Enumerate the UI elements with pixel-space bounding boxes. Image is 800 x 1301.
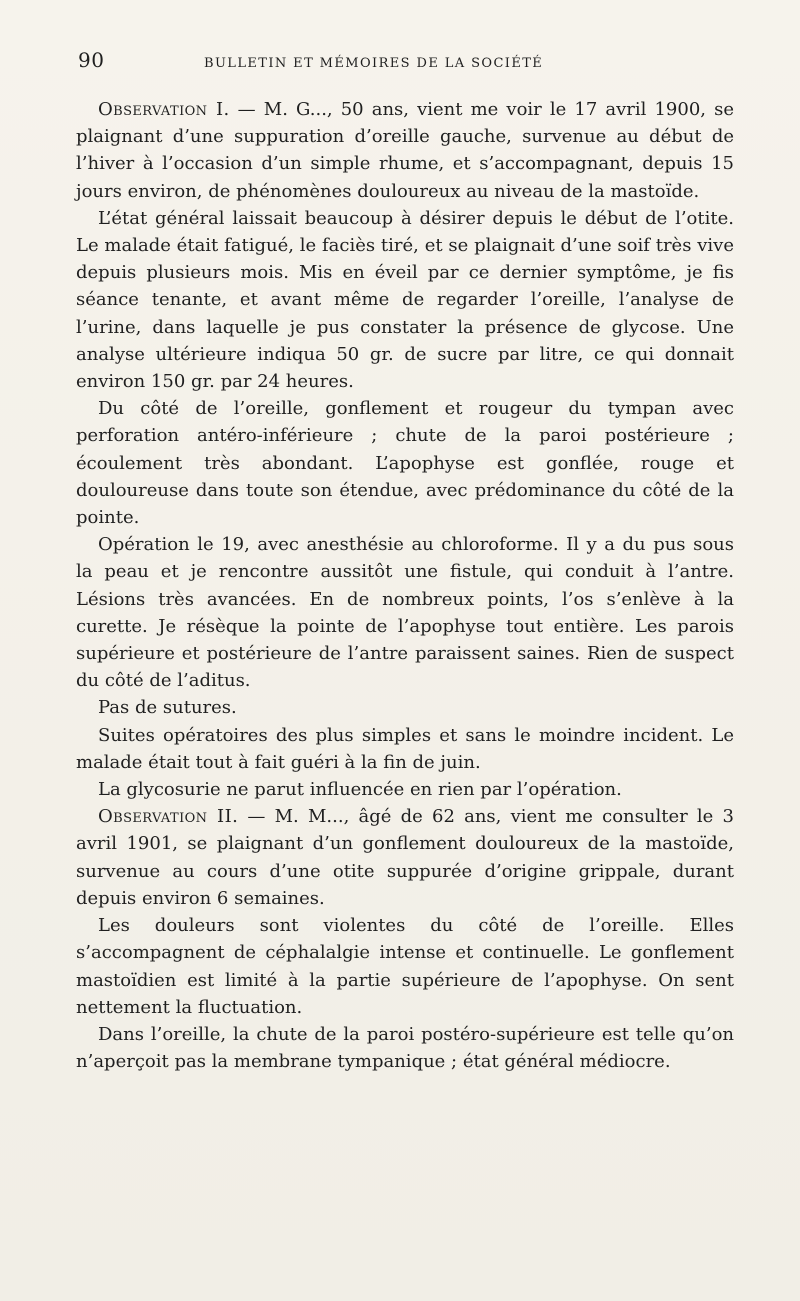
page-number: 90 <box>78 48 105 72</box>
operation-paragraph: Opération le 19, avec anesthésie au chloroforme. Il y a du pus sous la peau et je rencontre aussitôt une fistule, qui conduit à l’antre. Lésions très avancées. En de nombreux points, l’os s’enlève à la curette. Je résèque la pointe de l’apophyse tout entière. Les parois supérieure et postérieure de l’antre paraissent saines. Rien de suspect du côté de l’aditus. <box>76 534 734 692</box>
observation-ii-text: — M. M..., âgé de 62 ans, vient me consulter le 3 avril 1901, se plaignant d’un gonflement douloureux de la mastoïde, survenue au cours d’une otite suppurée d’origine grippale, durant depuis environ 6 semaines. <box>76 806 734 909</box>
general-state-paragraph: L’état général laissait beaucoup à désirer depuis le début de l’otite. Le malade était fatigué, le faciès tiré, et se plaignait d’une soif très vive depuis plusieurs mois. Mis en éveil par ce dernier symptôme, je fis séance tenante, et avant même de regarder l’oreille, l’analyse de l’urine, dans laquelle je pus constater la présence de glycose. Une analyse ultérieure indiqua 50 gr. de sucre par litre, ce qui donnait environ 150 gr. par 24 heures. <box>76 207 734 393</box>
page-header <box>78 48 738 78</box>
pain-paragraph: Les douleurs sont violentes du côté de l’oreille. Elles s’accompagnent de céphalalgie intense et continuelle. Le gonflement mastoïdien est limité à la partie supérieure de l’apophyse. On sent nettement la fluctuation. <box>76 915 734 1018</box>
recovery-paragraph: Suites opératoires des plus simples et sans le moindre incident. Le malade était tout à fait guéri à la fin de juin. <box>76 724 734 773</box>
glycosuria-paragraph: La glycosurie ne parut influencée en rien par l’opération. <box>98 779 622 801</box>
observation-ii-label: Observation II. <box>98 806 239 828</box>
body-text <box>76 96 734 1075</box>
sutures-paragraph: Pas de sutures. <box>98 697 237 719</box>
observation-i-text: — M. G..., 50 ans, vient me voir le 17 avril 1900, se plaignant d’une suppuration d’oreille gauche, survenue au début de l’hiver à l’occasion d’un simple rhume, et s’accompagnant, depuis 15 jours environ, de phénomènes douloureux au niveau de la mastoïde. <box>76 99 734 202</box>
ear-state-paragraph: Dans l’oreille, la chute de la paroi postéro-supérieure est telle qu’on n’aperçoit pas la membrane tympanique ; état général médiocre. <box>76 1023 734 1073</box>
observation-i-paragraph <box>76 96 734 205</box>
ear-findings-paragraph: Du côté de l’oreille, gonflement et rougeur du tympan avec perforation antéro-inférieure ; chute de la paroi postérieure ; écoulement très abondant. L’apophyse est gonflée, rouge et douloureuse dans toute son étendue, avec prédominance du côté de la pointe. <box>76 398 734 529</box>
running-title: BULLETIN ET MÉMOIRES DE LA SOCIÉTÉ <box>204 56 544 71</box>
observation-i-label: Observation I. <box>98 99 230 120</box>
observation-ii-paragraph <box>76 803 734 912</box>
